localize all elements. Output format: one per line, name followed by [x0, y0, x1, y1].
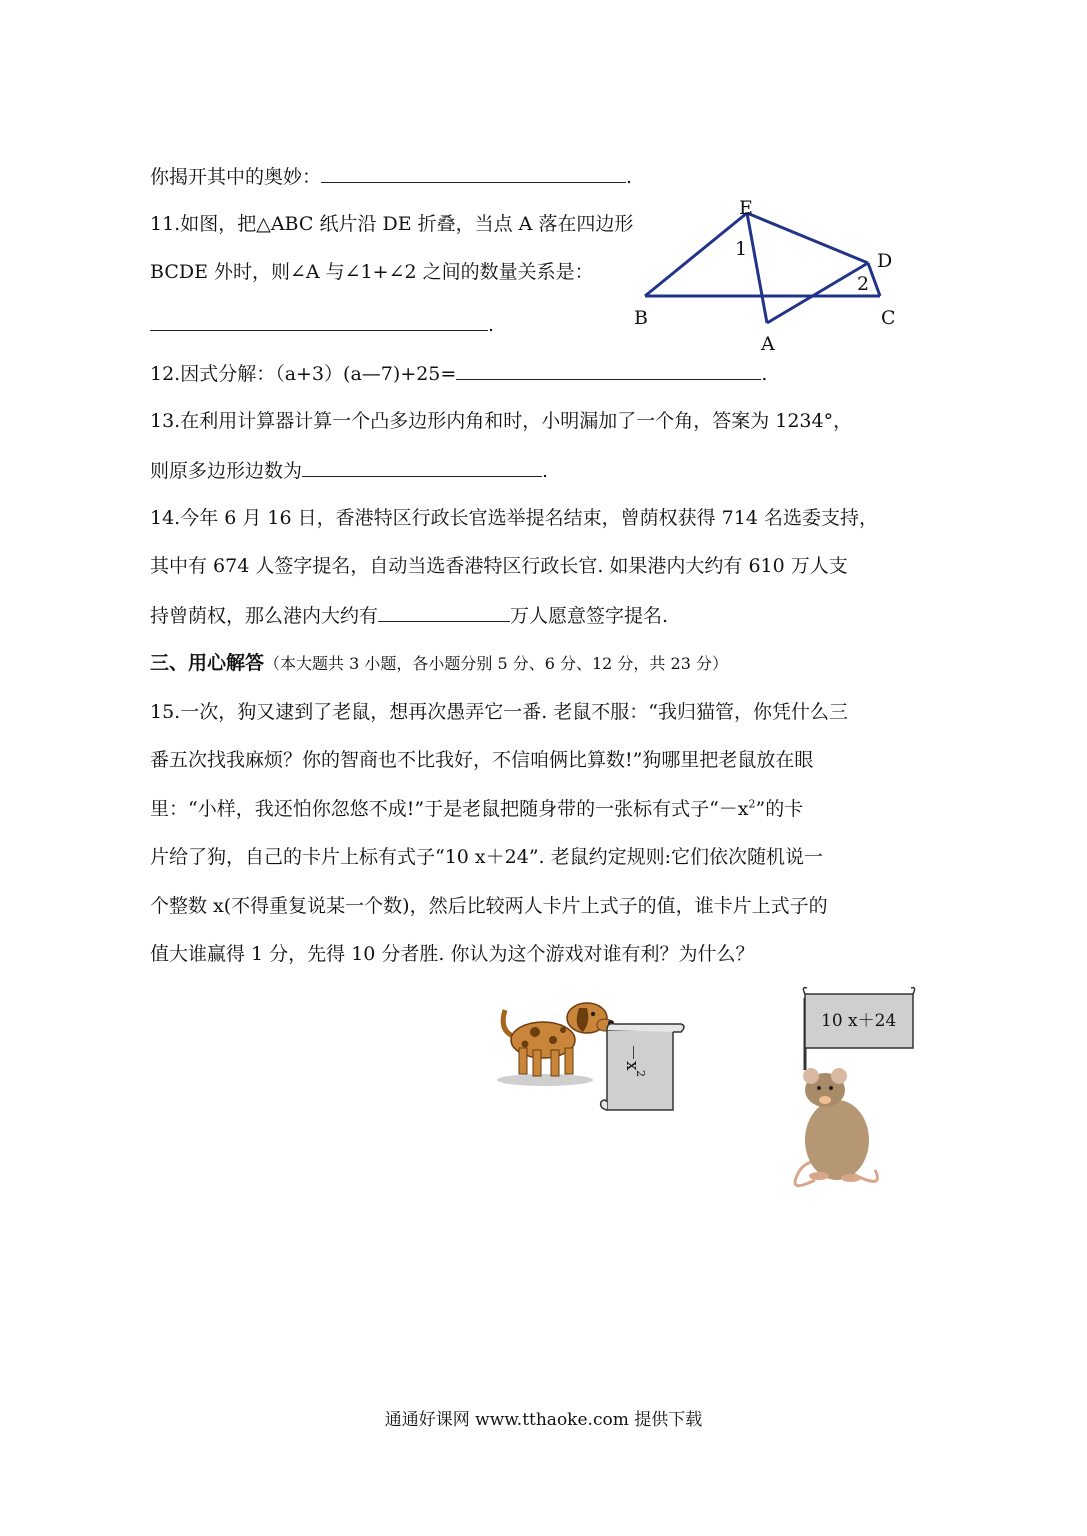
q11-end: . [488, 314, 495, 336]
answer-blank-q11[interactable] [150, 312, 488, 331]
q14-text-b: 万人愿意签字提名. [510, 605, 669, 627]
q15-line5: 个整数 x(不得重复说某一个数)，然后比较两人卡片上式子的值，谁卡片上式子的 [150, 895, 828, 917]
mouse-illustration [775, 980, 945, 1205]
section3-note: （本大题共 3 小题，各小题分别 5 分、6 分、12 分，共 23 分） [264, 654, 728, 673]
label-d: D [877, 250, 893, 272]
q15-line3 [150, 797, 803, 821]
q13-text: 则原多边形边数为 [150, 460, 303, 482]
page-footer: 通通好课网 www.tthaoke.com 提供下载 [384, 1410, 703, 1430]
q15-text-3b: ”的卡 [755, 798, 804, 820]
dog-icon [503, 1003, 614, 1076]
q11-line3 [150, 312, 494, 337]
q12-line [150, 361, 767, 386]
dog-illustration [495, 990, 695, 1120]
mouse-card-expr: 10 x＋24 [821, 1011, 897, 1031]
q12-end: . [761, 363, 768, 385]
q12-text: 12.因式分解：（a+3）(a—7)+25= [150, 363, 457, 385]
edge-be [645, 213, 747, 296]
answer-blank-q14[interactable] [378, 603, 510, 622]
edge-ad [767, 263, 868, 323]
q14-line1: 14.今年 6 月 16 日，香港特区行政长官选举提名结束，曾荫权获得 714 名选委支持， [150, 507, 878, 529]
mouse-icon [795, 1068, 878, 1186]
dog-scroll-card [601, 1024, 684, 1110]
q15-line6: 值大谁赢得 1 分，先得 10 分者胜. 你认为这个游戏对谁有利？为什么？ [150, 943, 755, 965]
section3-heading-line [150, 651, 728, 676]
dog-card-exponent: 2 [634, 1070, 647, 1077]
q11-line2: BCDE 外时，则∠A 与∠1+∠2 之间的数量关系是： [150, 261, 594, 283]
q11-line1: 11.如图，把△ABC 纸片沿 DE 折叠，当点 A 落在四边形 [150, 213, 634, 235]
q14-line3 [150, 603, 668, 628]
section3-heading: 三、用心解答 [150, 652, 265, 674]
mouse-flag-card [803, 988, 914, 1070]
q15-superscript: 2 [748, 797, 756, 811]
q10-tail-text: 你揭开其中的奥妙： [150, 166, 322, 188]
label-angle-1: 1 [735, 238, 748, 260]
q15-text-3a: 里：“小样，我还怕你忽悠不成!”于是老鼠把随身带的一张标有式子“－x [150, 798, 749, 820]
triangle-fold-figure [625, 195, 915, 360]
q14-text-a: 持曾荫权，那么港内大约有 [150, 605, 379, 627]
label-c: C [881, 307, 896, 329]
label-a: A [761, 333, 775, 355]
answer-blank-q10[interactable] [321, 164, 626, 183]
q15-line1: 15.一次，狗又逮到了老鼠，想再次愚弄它一番. 老鼠不服：“我归猫管，你凭什么三 [150, 701, 849, 723]
label-e: E [739, 197, 753, 219]
q13-line1: 13.在利用计算器计算一个凸多边形内角和时，小明漏加了一个角，答案为 1234°， [150, 410, 853, 432]
q13-line2 [150, 458, 548, 483]
answer-blank-q12[interactable] [456, 361, 761, 380]
q15-line2: 番五次找我麻烦？你的智商也不比我好，不信咱俩比算数!”狗哪里把老鼠放在眼 [150, 749, 814, 771]
label-b: B [634, 307, 648, 329]
answer-blank-q13[interactable] [302, 458, 542, 477]
dog-shadow [497, 1074, 593, 1086]
q10-end: . [626, 166, 633, 188]
edge-ea [747, 213, 767, 323]
q13-end: . [542, 460, 549, 482]
edge-ed [747, 213, 868, 263]
q10-tail-line [150, 164, 632, 189]
dog-card-expr: －x [622, 1044, 642, 1071]
label-angle-2: 2 [857, 273, 870, 295]
q14-line2: 其中有 674 人签字提名，自动当选香港特区行政长官. 如果港内大约有 610 万人支 [150, 555, 848, 577]
q15-line4: 片给了狗，自己的卡片上标有式子“10 x＋24”. 老鼠约定规则:它们依次随机说一 [150, 846, 824, 868]
